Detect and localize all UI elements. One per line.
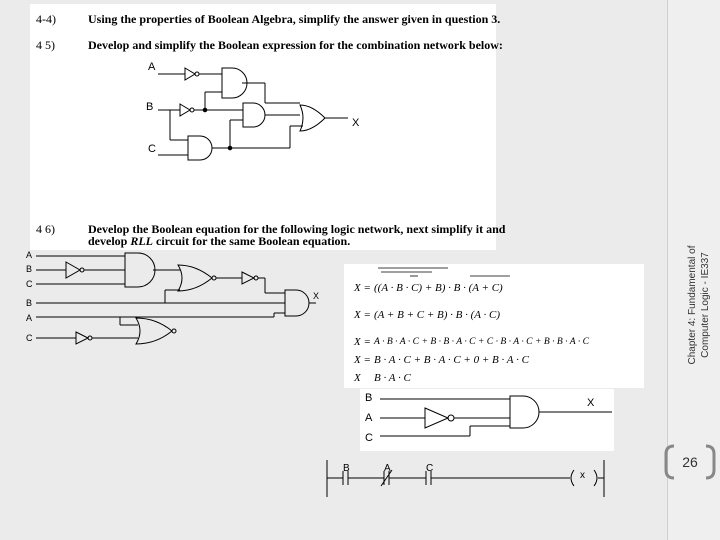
- solution-line: (A + B + C + B) · B · (A · C): [374, 309, 501, 321]
- rll-coil-x: x: [580, 470, 585, 481]
- circuit2-input-b2: B: [26, 298, 33, 308]
- chapter-title: Chapter 4: Fundamental of Computer Logic - IE337: [687, 245, 711, 365]
- solution-line: X =: [354, 309, 371, 321]
- solution-line: B · A · C + B · A · C + 0 + B · A · C: [374, 354, 529, 366]
- question-number: 4 5): [36, 38, 55, 52]
- question-text: Develop the Boolean equation for the following logic network, next simplify it and: [88, 222, 506, 236]
- circuit2-input-b: B: [26, 264, 33, 274]
- solution-line: X =: [354, 336, 371, 348]
- question-number: 4-4): [36, 12, 56, 26]
- circuit2-input-a2: A: [26, 313, 33, 323]
- solution-line: B · A · C: [374, 372, 411, 384]
- simplified-input-b: B: [365, 392, 373, 404]
- simplified-input-c: C: [365, 432, 373, 444]
- circuit1-input-b: B: [146, 101, 154, 113]
- question-number: 4 6): [36, 222, 55, 236]
- circuit2-input-c: C: [26, 279, 33, 289]
- solution-line: X =: [354, 354, 371, 366]
- question-text: Using the properties of Boolean Algebra, simplify the answer given in question 3.: [88, 12, 501, 26]
- page-number: 26: [682, 454, 698, 470]
- solution-line: X: [354, 372, 361, 384]
- circuit1-output-x: X: [352, 117, 360, 129]
- solution-line: ((A · B · C) + B) · B · (A + C): [374, 282, 503, 294]
- solution-line: A · B · A · C + B · B · A · C + C · B · A · C + B · B · A · C: [374, 336, 590, 347]
- circuit2-input-a: A: [26, 250, 33, 260]
- circuit2-input-c2: C: [26, 333, 33, 343]
- circuit2-output-x: X: [313, 291, 320, 301]
- simplified-output-x: X: [587, 397, 595, 409]
- rll-contact-c: C: [426, 463, 434, 474]
- circuit1-input-c: C: [148, 143, 156, 155]
- rll-contact-a: A: [384, 463, 391, 474]
- solution-line: X =: [354, 282, 371, 294]
- rll-contact-b: B: [343, 463, 350, 474]
- question-text-line2: develop RLL circuit for the same Boolean equation.: [88, 234, 351, 248]
- circuit1-input-a: A: [148, 61, 156, 73]
- question-text: Develop and simplify the Boolean expression for the combination network below:: [88, 38, 503, 52]
- simplified-input-a: A: [365, 412, 373, 424]
